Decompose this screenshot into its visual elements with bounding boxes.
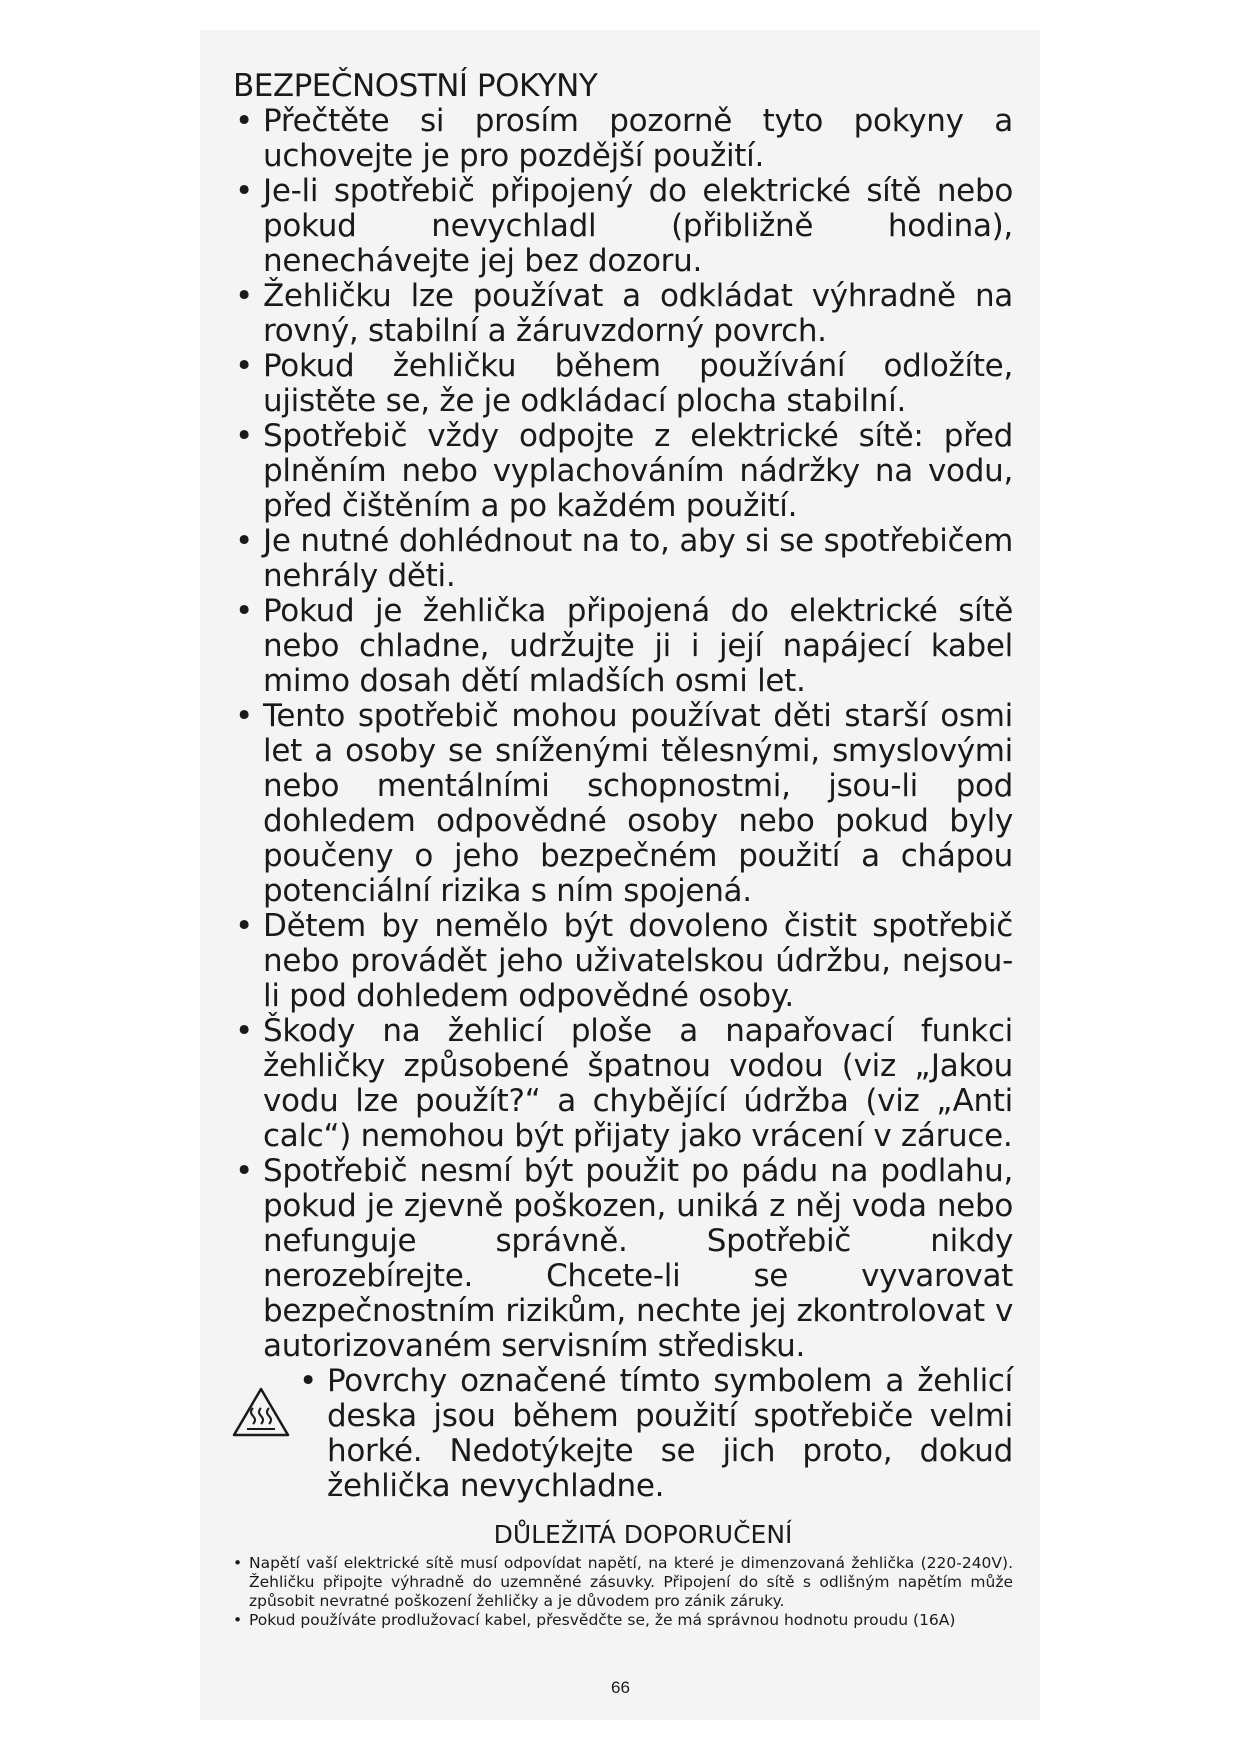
important-list [233, 1554, 1013, 1630]
list-item: • Přečtěte si prosím pozorně tyto pokyny a uchovejte je pro pozdější použití. [233, 104, 1013, 174]
page-title: BEZPEČNOSTNÍ POKYNY [233, 68, 598, 104]
list-item: • Pokud je žehlička připojená do elektrické sítě nebo chladne, udržujte ji i její napájecí kabel mimo dosah dětí mladších osmi let. [233, 594, 1013, 699]
list-item: • Žehličku lze používat a odkládat výhradně na rovný, stabilní a žáruvzdorný povrch. [233, 279, 1013, 349]
document-body [233, 68, 1013, 1630]
list-item: • Pokud žehličku během používání odložíte, ujistěte se, že je odkládací plocha stabilní. [233, 349, 1013, 419]
list-item: • Pokud používáte prodlužovací kabel, přesvědčte se, že má správnou hodnotu proudu (16A) [233, 1611, 1013, 1630]
important-title: DŮLEŽITÁ DOPORUČENÍ [493, 1520, 793, 1549]
list-item: • Dětem by nemělo být dovoleno čistit spotřebič nebo provádět jeho uživatelskou údržbu, nejsou-li pod dohledem odpovědné osoby. [233, 909, 1013, 1014]
hot-surface-warning [233, 1364, 1013, 1504]
safety-list [233, 104, 1013, 1364]
hot-surface-warning-icon [231, 1386, 291, 1438]
list-item: • Napětí vaší elektrické sítě musí odpovídat napětí, na které je dimenzovaná žehlička (220-240V). Žehličku připojte výhradně do uzemněné zásuvky. Připojení do sítě s odlišným napětím může způsobit nevratné poškození žehličky a je důvodem pro zánik záruky. [233, 1554, 1013, 1611]
list-item: • Je-li spotřebič připojený do elektrické sítě nebo pokud nevychladl (přibližně hodina), nenechávejte jej bez dozoru. [233, 174, 1013, 279]
list-item: • Tento spotřebič mohou používat děti starší osmi let a osoby se sníženými tělesnými, smyslovými nebo mentálními schopnostmi, jsou-li pod dohledem odpovědné osoby nebo pokud byly poučeny o jeho bezpečném použití a chápou potenciální rizika s ním spojená. [233, 699, 1013, 909]
list-item: • Je nutné dohlédnout na to, aby si se spotřebičem nehrály děti. [233, 524, 1013, 594]
warning-text: • Povrchy označené tímto symbolem a žehlicí deska jsou během použití spotřebiče velmi horké. Nedotýkejte se jich proto, dokud žehlička nevychladne. [299, 1364, 1013, 1504]
list-item: • Škody na žehlicí ploše a napařovací funkci žehličky způsobené špatnou vodou (viz „Jakou vodu lze použít?“ a chybějící údržba (viz „Anti calc“) nemohou být přijaty jako vrácení v záruce. [233, 1014, 1013, 1154]
list-item: • Spotřebič vždy odpojte z elektrické sítě: před plněním nebo vyplachováním nádržky na vodu, před čištěním a po každém použití. [233, 419, 1013, 524]
list-item: • Spotřebič nesmí být použit po pádu na podlahu, pokud je zjevně poškozen, uniká z něj voda nebo nefunguje správně. Spotřebič nikdy nerozebírejte. Chcete-li se vyvarovat bezpečnostním rizikům, nechte jej zkontrolovat v autorizovaném servisním středisku. [233, 1154, 1013, 1364]
page-number: 66 [611, 1678, 630, 1697]
